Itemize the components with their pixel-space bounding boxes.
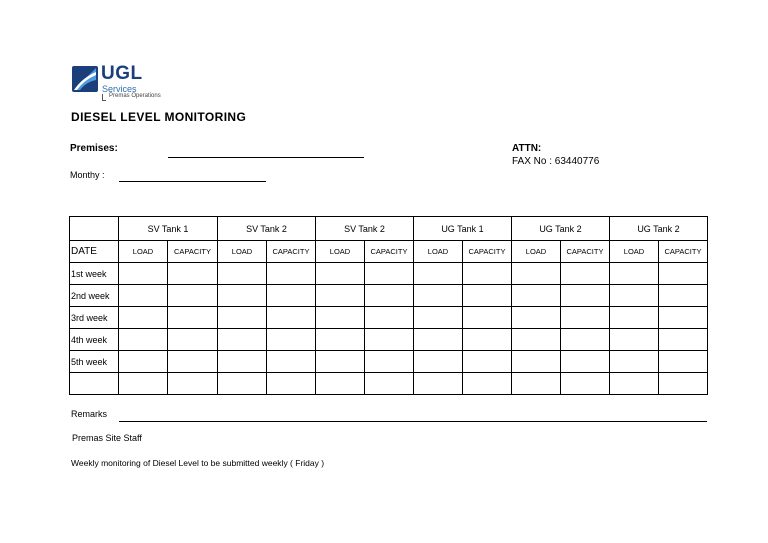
entry-cell[interactable] [316, 307, 365, 329]
load-header: LOAD [414, 241, 463, 263]
entry-cell[interactable] [512, 285, 561, 307]
premises-label: Premises: [70, 143, 118, 154]
entry-cell[interactable] [610, 285, 659, 307]
ugl-logo-icon [72, 66, 98, 92]
entry-cell[interactable] [316, 263, 365, 285]
logo-brand: UGL [101, 63, 143, 84]
entry-cell[interactable] [365, 329, 414, 351]
capacity-header: CAPACITY [561, 241, 610, 263]
entry-cell[interactable] [659, 351, 708, 373]
entry-cell[interactable] [168, 373, 218, 395]
tank-header: SV Tank 1 [119, 217, 218, 241]
capacity-header: CAPACITY [168, 241, 218, 263]
entry-cell[interactable] [119, 329, 168, 351]
entry-cell[interactable] [561, 285, 610, 307]
entry-cell[interactable] [463, 307, 512, 329]
week-row [70, 307, 708, 329]
entry-cell[interactable] [463, 329, 512, 351]
week-label: 3rd week [70, 307, 119, 329]
entry-cell[interactable] [365, 351, 414, 373]
entry-cell[interactable] [218, 329, 267, 351]
week-row [70, 263, 708, 285]
entry-cell[interactable] [365, 373, 414, 395]
entry-cell[interactable] [119, 285, 168, 307]
tank-header: SV Tank 2 [316, 217, 414, 241]
tank-header: UG Tank 2 [512, 217, 610, 241]
remarks-label: Remarks [71, 409, 108, 419]
entry-cell[interactable] [218, 307, 267, 329]
entry-cell[interactable] [463, 263, 512, 285]
entry-cell[interactable] [659, 329, 708, 351]
entry-cell[interactable] [365, 285, 414, 307]
week-row [70, 373, 708, 395]
entry-cell[interactable] [414, 373, 463, 395]
entry-cell[interactable] [365, 263, 414, 285]
week-row [70, 285, 708, 307]
entry-cell[interactable] [119, 263, 168, 285]
entry-cell[interactable] [512, 329, 561, 351]
logo-divider [102, 94, 106, 101]
monthy-field[interactable] [119, 181, 266, 182]
entry-cell[interactable] [610, 351, 659, 373]
monthy-label: Monthy : [70, 170, 105, 180]
entry-cell[interactable] [512, 263, 561, 285]
entry-cell[interactable] [316, 329, 365, 351]
entry-cell[interactable] [659, 373, 708, 395]
entry-cell[interactable] [218, 373, 267, 395]
entry-cell[interactable] [316, 285, 365, 307]
entry-cell[interactable] [267, 329, 316, 351]
week-row [70, 329, 708, 351]
week-label: 5th week [70, 351, 119, 373]
tank-header: SV Tank 2 [218, 217, 316, 241]
load-header: LOAD [218, 241, 267, 263]
entry-cell[interactable] [512, 351, 561, 373]
entry-cell[interactable] [365, 307, 414, 329]
date-header: DATE [70, 241, 119, 263]
entry-cell[interactable] [267, 373, 316, 395]
entry-cell[interactable] [119, 373, 168, 395]
load-header: LOAD [610, 241, 659, 263]
entry-cell[interactable] [659, 285, 708, 307]
capacity-header: CAPACITY [267, 241, 316, 263]
entry-cell[interactable] [414, 285, 463, 307]
tank-header: UG Tank 1 [414, 217, 512, 241]
attn-label: ATTN: [512, 143, 542, 154]
entry-cell[interactable] [168, 285, 218, 307]
entry-cell[interactable] [267, 263, 316, 285]
corner-cell [70, 217, 119, 241]
footer-note: Weekly monitoring of Diesel Level to be submitted weekly ( Friday ) [71, 458, 325, 468]
capacity-header: CAPACITY [659, 241, 708, 263]
entry-cell[interactable] [463, 351, 512, 373]
entry-cell[interactable] [218, 351, 267, 373]
entry-cell[interactable] [512, 307, 561, 329]
entry-cell[interactable] [168, 307, 218, 329]
entry-cell[interactable] [463, 373, 512, 395]
entry-cell[interactable] [561, 307, 610, 329]
entry-cell[interactable] [218, 263, 267, 285]
tank-header: UG Tank 2 [610, 217, 708, 241]
entry-cell[interactable] [610, 329, 659, 351]
entry-cell[interactable] [119, 351, 168, 373]
premises-field[interactable] [168, 157, 364, 158]
week-label: 1st week [70, 263, 119, 285]
week-row [70, 351, 708, 373]
entry-cell[interactable] [610, 263, 659, 285]
diesel-level-table [69, 216, 708, 395]
entry-cell[interactable] [561, 329, 610, 351]
entry-cell[interactable] [414, 351, 463, 373]
entry-cell[interactable] [267, 307, 316, 329]
week-label: 2nd week [70, 285, 119, 307]
entry-cell[interactable] [512, 373, 561, 395]
entry-cell[interactable] [316, 373, 365, 395]
entry-cell[interactable] [414, 263, 463, 285]
entry-cell[interactable] [659, 307, 708, 329]
entry-cell[interactable] [168, 263, 218, 285]
entry-cell[interactable] [414, 329, 463, 351]
capacity-header: CAPACITY [365, 241, 414, 263]
entry-cell[interactable] [168, 329, 218, 351]
week-label: 4th week [70, 329, 119, 351]
fax-number: FAX No : 63440776 [512, 156, 600, 167]
entry-cell[interactable] [119, 307, 168, 329]
entry-cell[interactable] [168, 351, 218, 373]
load-header: LOAD [512, 241, 561, 263]
entry-cell[interactable] [561, 373, 610, 395]
entry-cell[interactable] [561, 263, 610, 285]
entry-cell[interactable] [414, 307, 463, 329]
entry-cell[interactable] [561, 351, 610, 373]
week-label [70, 373, 119, 395]
remarks-field[interactable] [119, 421, 707, 422]
entry-cell[interactable] [316, 351, 365, 373]
entry-cell[interactable] [218, 285, 267, 307]
entry-cell[interactable] [659, 263, 708, 285]
entry-cell[interactable] [610, 307, 659, 329]
logo-services: Services [102, 84, 137, 94]
logo-division: Premas Operations [109, 93, 161, 99]
entry-cell[interactable] [267, 351, 316, 373]
load-header: LOAD [119, 241, 168, 263]
staff-label: Premas Site Staff [72, 433, 142, 443]
document-title: DIESEL LEVEL MONITORING [71, 110, 247, 124]
entry-cell[interactable] [463, 285, 512, 307]
entry-cell[interactable] [267, 285, 316, 307]
entry-cell[interactable] [610, 373, 659, 395]
capacity-header: CAPACITY [463, 241, 512, 263]
load-header: LOAD [316, 241, 365, 263]
